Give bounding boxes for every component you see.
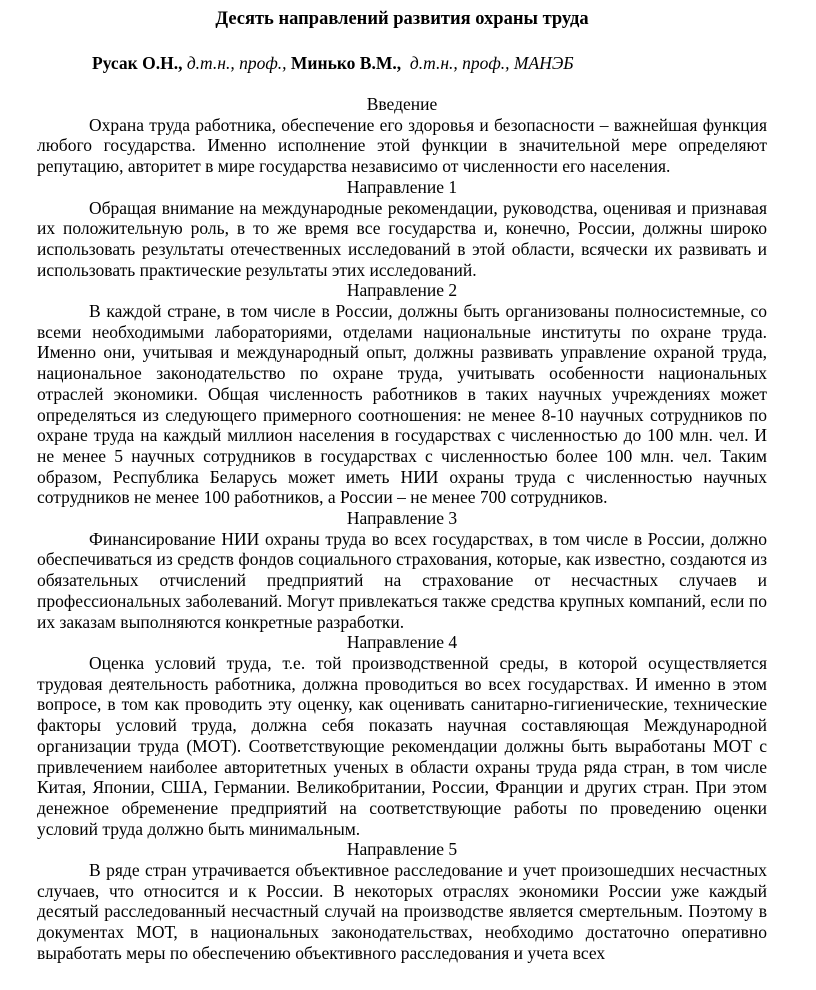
section-paragraph: Обращая внимание на международные рекомендации, руководства, оценивая и признавая их положительную роль, в то же время все государства и, конечно, России, должны широко использовать результаты отечественных исследований в этой области, всячески их развивать и использовать практические результаты этих исследований.	[37, 197, 767, 280]
author-1-name: Русак О.Н.,	[92, 53, 183, 73]
section-paragraph: Финансирование НИИ охраны труда во всех государствах, в том числе в России, должно обеспечиваться из средств фондов социального страхования, которые, как известно, создаются из обязательных отчислений предприятий на страхование от несчастных случаев и профессиональных заболеваний. Могут привлекаться также средства крупных компаний, если по их заказам выполняются конкретные разработки.	[37, 528, 767, 632]
section-heading: Направление 1	[346, 176, 458, 197]
section-paragraph: Оценка условий труда, т.е. той производственной среды, в которой осуществляется трудовая деятельность работника, должна проводиться во всех государствах. И именно в этом вопросе, в том как проводить эту оценку, как оценивать санитарно-гигиенические, технические факторы условий труда, должна себя показать научная составляющая Международной организации труда (МОТ). Соответствующие рекомендации должны быть выработаны МОТ с привлечением наиболее авторитетных ученых в области охраны труда ряда стран, в том числе Китая, Японии, США, Германии. Великобритании, России, Франции и других стран. При этом денежное обременение предприятий на соответствующие работы по проведению оценки условий труда должно быть минимальным.	[37, 652, 767, 839]
section-direction-4	[37, 632, 767, 839]
section-heading: Направление 5	[346, 839, 458, 860]
author-1-degree: д.т.н., проф.,	[186, 53, 287, 73]
section-heading: Введение	[366, 94, 438, 114]
author-2-degree: д.т.н., проф., МАНЭБ	[409, 53, 574, 73]
section-heading: Направление 3	[346, 508, 458, 529]
author-line	[37, 52, 767, 74]
section-introduction	[37, 94, 767, 177]
section-direction-5	[37, 839, 767, 963]
section-direction-1	[37, 177, 767, 281]
author-2-name: Минько В.М.,	[290, 53, 402, 73]
document-page	[37, 8, 767, 964]
section-paragraph: Охрана труда работника, обеспечение его здоровья и безопасности – важнейшая функция любого государства. Именно исполнение этой функции в значительной мере определяют репутацию, авторитет в мире государства независимо от численности его населения.	[37, 114, 767, 177]
section-heading: Направление 4	[346, 632, 458, 653]
section-direction-3	[37, 508, 767, 632]
section-direction-2	[37, 280, 767, 508]
section-paragraph: В каждой стране, в том числе в России, должны быть организованы полносистемные, со всеми необходимыми лабораториями, отделами национальные институты по охране труда. Именно они, учитывая и международный опыт, должны развивать управление охраной труда, национальное законодательство по охране труда, учитывать особенности национальных отраслей экономики. Общая численность работников в таких научных учреждениях может определяться из следующего примерного соотношения: не менее 8-10 научных сотрудников по охране труда на каждый миллион населения в государствах с численностью до 100 млн. чел. И не менее 5 научных сотрудников в государствах с численностью более 100 млн. чел. Таким образом, Республика Беларусь может иметь НИИ охраны труда с численностью научных сотрудников не менее 100 работников, а России – не менее 700 сотрудников.	[37, 301, 767, 508]
document-title: Десять направлений развития охраны труда	[215, 9, 589, 29]
section-heading: Направление 2	[346, 280, 458, 301]
section-paragraph: В ряде стран утрачивается объективное расследование и учет произошедших несчастных случаев, что относится и к России. В некоторых отраслях экономики России уже каждый десятый расследованный несчастный случай на производстве является смертельным. Поэтому в документах МОТ, в национальных законодательствах, необходимо достаточно оперативно выработать меры по обеспечению объективного расследования и учета всех	[37, 860, 767, 963]
